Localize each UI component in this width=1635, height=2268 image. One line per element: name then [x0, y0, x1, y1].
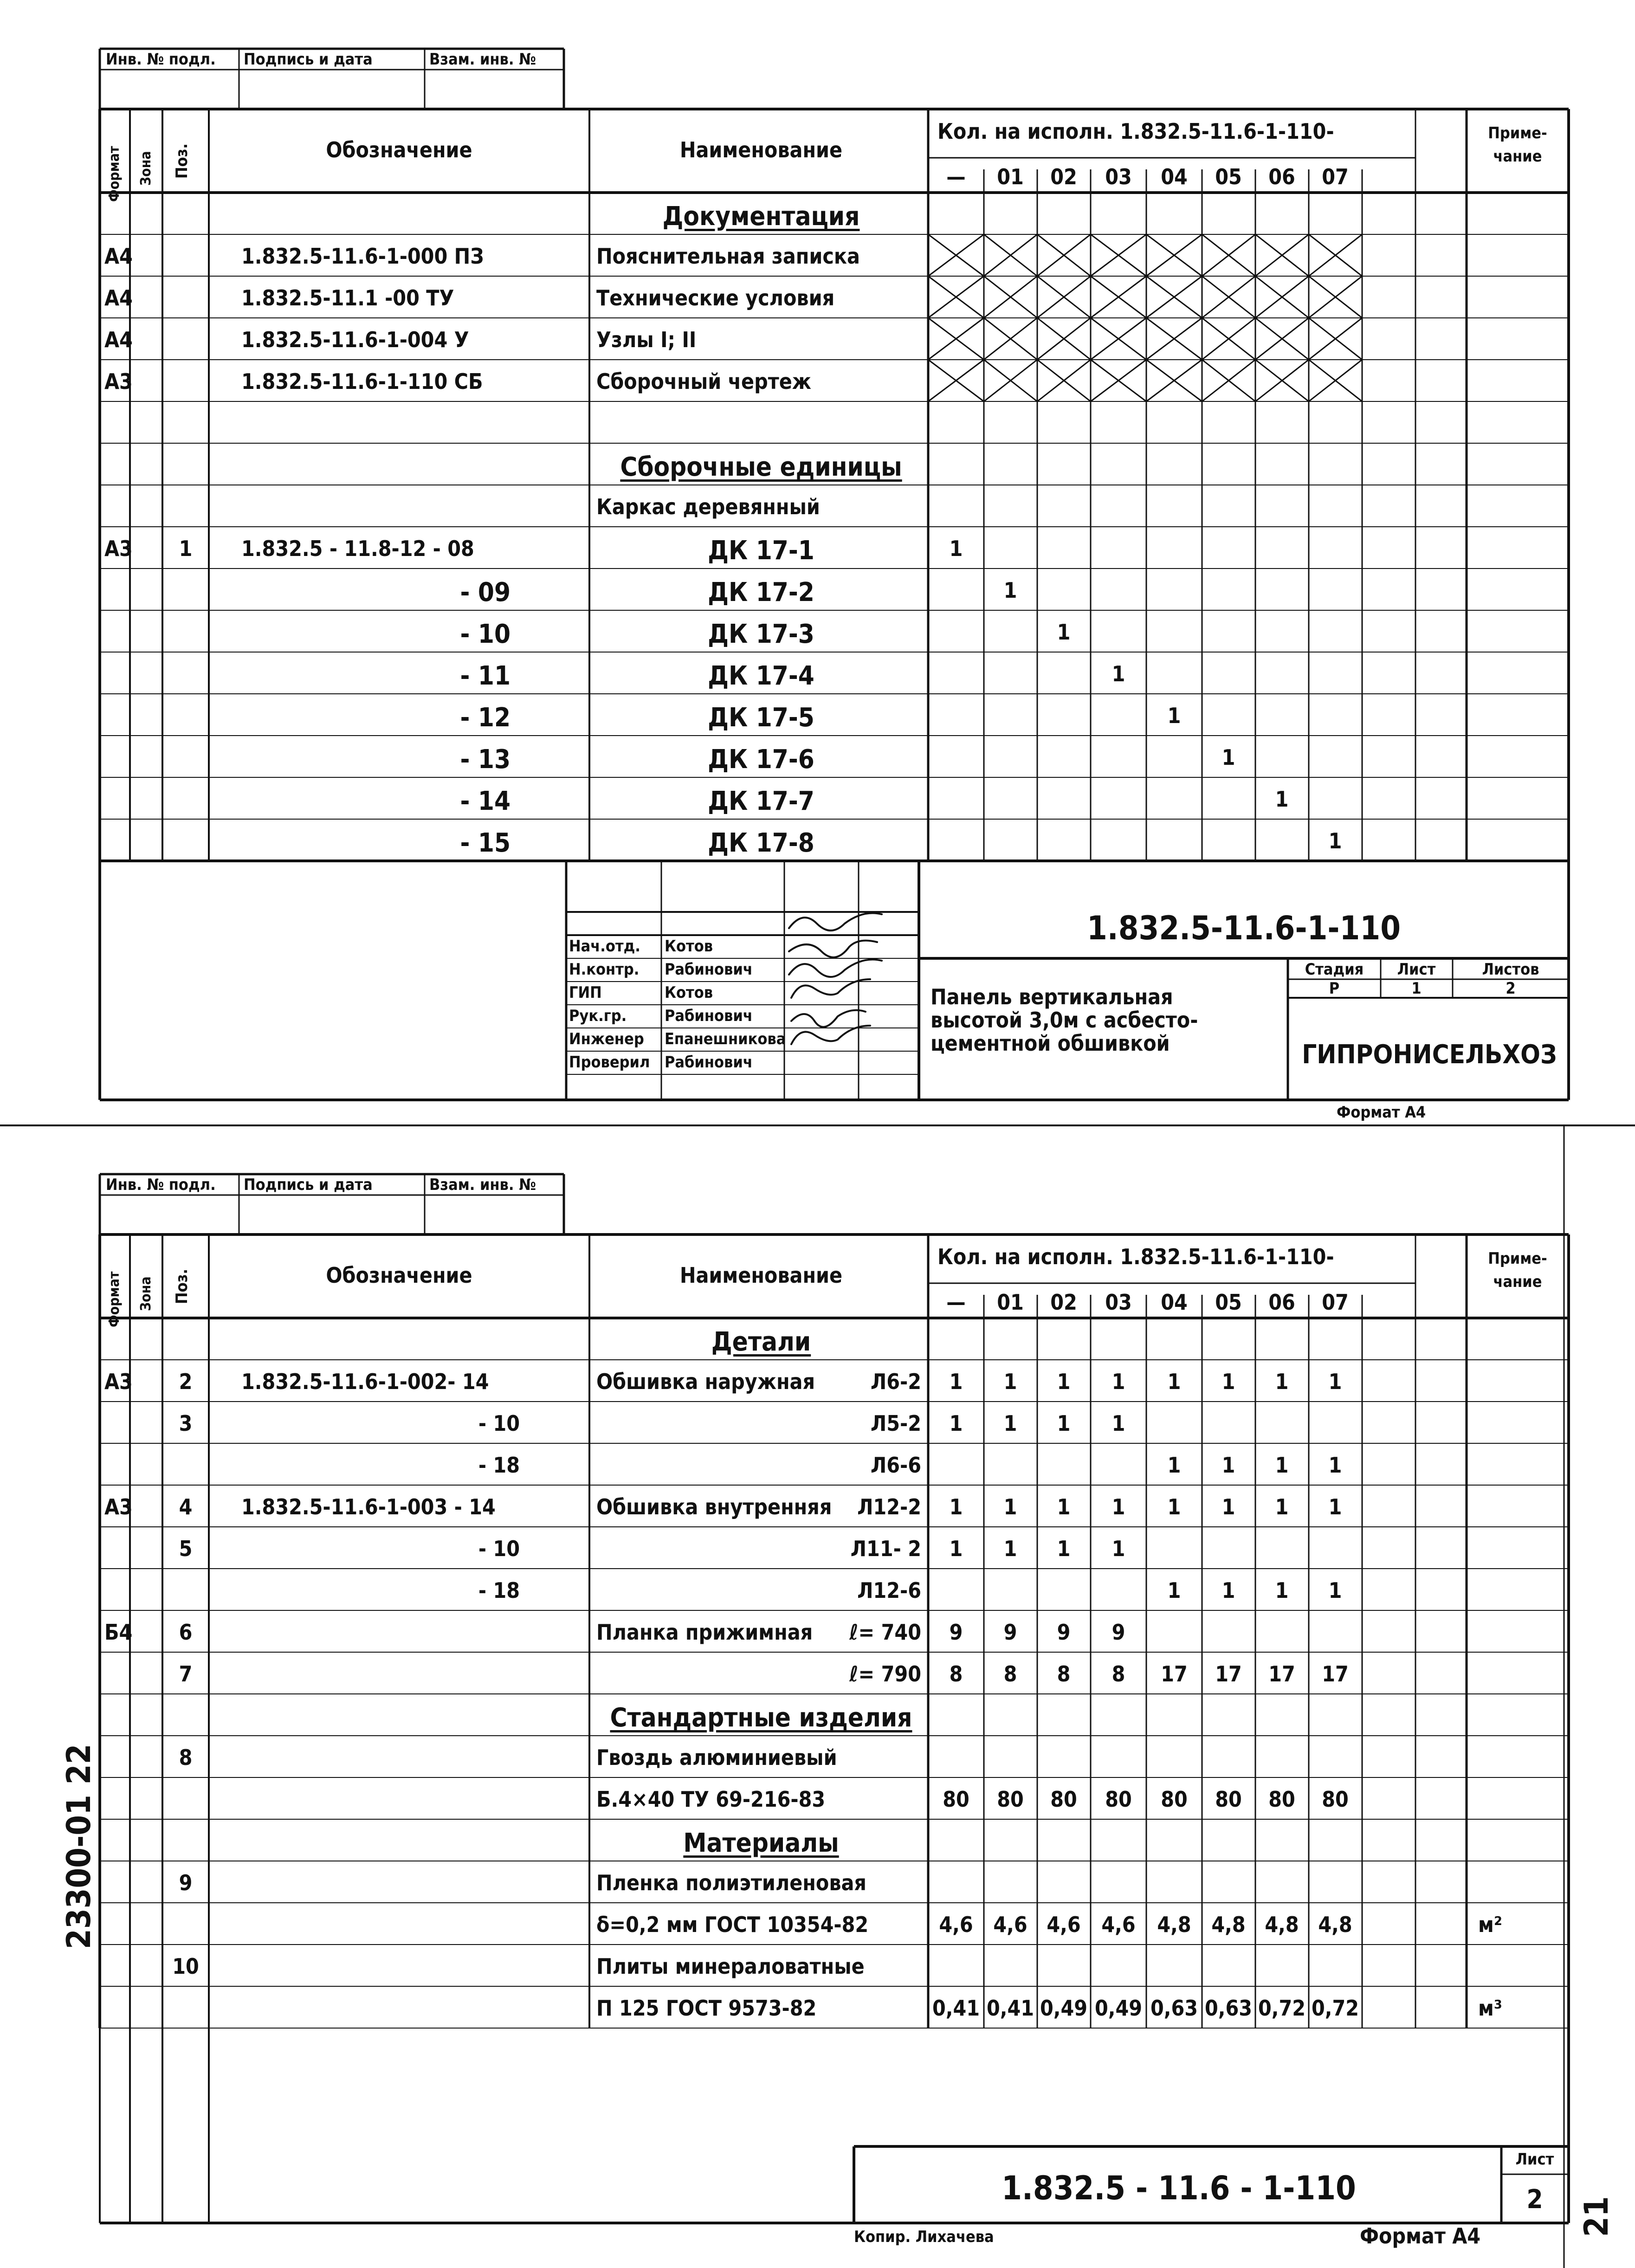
row-qty: 17 [1322, 1661, 1349, 1686]
row-qty: 1 [1275, 1494, 1289, 1519]
row-qty: 4,8 [1157, 1912, 1191, 1937]
row-qty: 0,41 [932, 1996, 980, 2021]
variant-label-7: 07 [1322, 164, 1349, 189]
page2-sheet-label: Лист [1515, 2150, 1554, 2169]
row-qty: 4,6 [939, 1912, 973, 1937]
row-qty: 4,8 [1265, 1912, 1299, 1937]
tb-person: Рабинович [665, 960, 753, 979]
row-subname: Л12-2 [857, 1494, 921, 1519]
row-qty: 1 [1167, 1369, 1181, 1394]
tb-title-line: цементной обшивкой [931, 1031, 1170, 1056]
row-designation: - 18 [478, 1453, 520, 1478]
tb-sheet-label: Лист [1397, 960, 1436, 979]
row-qty: 1 [949, 1494, 963, 1519]
col-format-label: Формат [106, 1271, 123, 1327]
row-note: м³ [1478, 1996, 1502, 2021]
row-designation: - 11 [460, 661, 511, 691]
row-subname: Л5-2 [870, 1411, 921, 1436]
signature-mark [789, 941, 877, 957]
row-qty: 4,6 [993, 1912, 1028, 1937]
row-qty: 1 [1328, 1494, 1342, 1519]
variant-label-0: — [946, 164, 966, 189]
row-qty: 8 [949, 1661, 963, 1686]
row-qty: 80 [1322, 1787, 1349, 1812]
row-format: A4 [104, 285, 133, 310]
row-qty: 1 [1328, 1453, 1342, 1478]
row-designation: - 09 [460, 577, 511, 607]
row-name: Сборочные единицы [620, 452, 902, 482]
row-name: Документация [662, 201, 860, 232]
row-designation: - 10 [478, 1536, 520, 1561]
row-name: Технические условия [596, 285, 835, 310]
row-subname: Л6-6 [870, 1453, 921, 1478]
row-qty: 1 [1328, 1369, 1342, 1394]
row-designation: 1.832.5-11.6-1-002- 14 [241, 1369, 489, 1394]
signature-mark [789, 913, 882, 931]
row-qty: 8 [1057, 1661, 1071, 1686]
row-format: A3 [104, 1494, 133, 1519]
variant-label-0: — [946, 1290, 966, 1315]
row-qty: 1 [1003, 1494, 1017, 1519]
row-name: Гвоздь алюминиевый [596, 1745, 837, 1770]
variant-label-3: 03 [1105, 164, 1132, 189]
row-qty: 1 [1003, 1536, 1017, 1561]
row-format: A4 [104, 244, 133, 269]
row-pos: 7 [179, 1661, 193, 1686]
row-qty: 1 [1003, 578, 1017, 603]
row-designation: 1.832.5-11.6-1-004 У [241, 327, 469, 352]
row-qty: 1 [1167, 1453, 1181, 1478]
row-qty: 1 [949, 1536, 963, 1561]
row-qty: 1 [1275, 1453, 1289, 1478]
row-qty: 1 [1112, 661, 1125, 686]
stamp-replace-label: Взам. инв. № [429, 1176, 536, 1194]
row-qty: 0,41 [986, 1996, 1034, 2021]
row-designation: 1.832.5-11.6-1-110 СБ [241, 369, 483, 394]
row-qty: 9 [1112, 1620, 1125, 1645]
row-qty: 80 [997, 1787, 1024, 1812]
row-name: ДК 17-4 [708, 661, 814, 691]
variant-label-4: 04 [1161, 164, 1188, 189]
row-name: ДК 17-7 [708, 786, 814, 816]
col-format-label: Формат [106, 146, 123, 202]
row-name: ДК 17-2 [708, 577, 814, 607]
stamp-inv-label: Инв. № подл. [106, 50, 216, 69]
row-designation: 1.832.5-11.6-1-000 ПЗ [241, 244, 484, 269]
row-name: Стандартные изделия [610, 1703, 912, 1733]
row-pos: 6 [179, 1620, 193, 1645]
row-pos: 2 [179, 1369, 193, 1394]
row-qty: 1 [1167, 1578, 1181, 1603]
row-name: Каркас деревянный [596, 494, 820, 519]
variant-label-2: 02 [1050, 164, 1077, 189]
col-zone-label: Зона [138, 151, 154, 186]
row-name: Сборочный чертеж [596, 369, 811, 394]
row-qty: 1 [1003, 1411, 1017, 1436]
row-name: Пленка полиэтиленовая [596, 1870, 867, 1895]
row-subname: ℓ= 740 [849, 1620, 921, 1645]
row-subname: Л12-6 [857, 1578, 921, 1603]
row-format: A3 [104, 536, 133, 561]
row-designation: - 12 [460, 703, 511, 733]
variant-label-4: 04 [1161, 1290, 1188, 1315]
row-designation: 1.832.5-11.6-1-003 - 14 [241, 1494, 496, 1519]
title-doc-number: 1.832.5-11.6-1-110 [1086, 909, 1401, 947]
archive-number: 23300-01 22 [60, 1744, 98, 1949]
col-pos-label: Поз. [173, 143, 191, 179]
row-qty: 1 [1057, 620, 1071, 645]
tb-sheets-label: Листов [1482, 960, 1539, 979]
row-qty: 1 [1112, 1536, 1125, 1561]
row-qty: 4,6 [1101, 1912, 1136, 1937]
row-name: ДК 17-6 [708, 744, 814, 775]
variant-label-1: 01 [997, 1290, 1024, 1315]
row-pos: 4 [179, 1494, 193, 1519]
row-subname: Л11- 2 [850, 1536, 921, 1561]
row-designation: 1.832.5 - 11.8-12 - 08 [241, 536, 474, 561]
tb-person: Котов [665, 937, 713, 956]
row-qty: 80 [1215, 1787, 1242, 1812]
row-format: A4 [104, 327, 133, 352]
tb-person: Котов [665, 983, 713, 1002]
row-pos: 1 [179, 536, 193, 561]
row-qty: 8 [1003, 1661, 1017, 1686]
tb-person: Епанешникова [665, 1030, 786, 1048]
row-format: A3 [104, 369, 133, 394]
row-subname: ℓ= 790 [849, 1661, 921, 1686]
row-qty: 80 [943, 1787, 969, 1812]
row-designation: - 10 [460, 619, 511, 649]
row-qty: 1 [1275, 787, 1289, 812]
stamp-inv-label: Инв. № подл. [106, 1176, 216, 1194]
row-qty: 9 [1057, 1620, 1071, 1645]
row-qty: 0,63 [1204, 1996, 1253, 2021]
tb-role: ГИП [569, 983, 602, 1002]
row-pos: 5 [179, 1536, 193, 1561]
col-qty-label: Кол. на исполн. 1.832.5-11.6-1-110- [937, 1244, 1334, 1269]
col-note-label-2: чание [1493, 1273, 1542, 1291]
row-designation: - 10 [478, 1411, 520, 1436]
row-qty: 0,63 [1150, 1996, 1198, 2021]
page2-copied: Копир. Лихачева [854, 2228, 994, 2246]
col-zone-label: Зона [138, 1276, 154, 1311]
col-name-label: Наименование [679, 1263, 843, 1288]
row-pos: 9 [179, 1870, 193, 1895]
row-qty: 17 [1215, 1661, 1242, 1686]
row-format: A3 [104, 1369, 133, 1394]
col-designation-label: Обозначение [326, 137, 472, 162]
row-qty: 0,49 [1094, 1996, 1143, 2021]
variant-label-6: 06 [1268, 164, 1295, 189]
row-pos: 8 [179, 1745, 193, 1770]
row-qty: 1 [1057, 1411, 1071, 1436]
tb-sheet: 1 [1411, 979, 1422, 998]
row-qty: 1 [1112, 1369, 1125, 1394]
row-qty: 80 [1268, 1787, 1295, 1812]
row-name: ДК 17-3 [708, 619, 814, 649]
row-qty: 0,72 [1258, 1996, 1306, 2021]
stamp-sign-label: Подпись и дата [244, 50, 373, 69]
row-name: Б.4×40 ТУ 69-216-83 [596, 1787, 826, 1812]
stamp-replace-label: Взам. инв. № [429, 50, 536, 69]
row-designation: - 14 [460, 786, 511, 816]
col-designation-label: Обозначение [326, 1263, 472, 1288]
col-note-label-2: чание [1493, 147, 1542, 166]
variant-label-5: 05 [1215, 164, 1242, 189]
row-name: Материалы [683, 1828, 839, 1858]
tb-stage-label: Стадия [1305, 960, 1364, 979]
page-number: 21 [1577, 2196, 1616, 2237]
row-qty: 0,49 [1040, 1996, 1088, 2021]
signature-mark [791, 1010, 866, 1027]
tb-role: Инженер [569, 1030, 644, 1048]
row-qty: 80 [1105, 1787, 1132, 1812]
col-note-label-1: Приме- [1488, 124, 1547, 142]
row-designation: - 13 [460, 744, 511, 775]
page2-doc-number: 1.832.5 - 11.6 - 1-110 [1002, 2169, 1356, 2207]
row-name: ДК 17-8 [708, 828, 814, 858]
row-qty: 80 [1050, 1787, 1077, 1812]
row-name: П 125 ГОСТ 9573-82 [596, 1996, 817, 2021]
stamp-sign-label: Подпись и дата [244, 1176, 373, 1194]
row-subname: Л6-2 [870, 1369, 921, 1394]
row-qty: 1 [1275, 1369, 1289, 1394]
tb-title-line: высотой 3,0м с асбесто- [931, 1008, 1198, 1033]
tb-title-line: Панель вертикальная [931, 984, 1173, 1009]
row-qty: 1 [1167, 1494, 1181, 1519]
row-designation: 1.832.5-11.1 -00 ТУ [241, 285, 454, 310]
row-qty: 4,6 [1047, 1912, 1081, 1937]
page1-format: Формат А4 [1337, 1103, 1426, 1122]
row-qty: 1 [1221, 1578, 1235, 1603]
tb-role: Проверил [569, 1053, 650, 1072]
row-qty: 1 [1328, 1578, 1342, 1603]
row-qty: 9 [1003, 1620, 1017, 1645]
row-name: Пояснительная записка [596, 244, 860, 269]
row-name: δ=0,2 мм ГОСТ 10354-82 [596, 1912, 869, 1937]
col-qty-label: Кол. на исполн. 1.832.5-11.6-1-110- [937, 119, 1334, 144]
row-qty: 17 [1161, 1661, 1188, 1686]
row-qty: 1 [1221, 1453, 1235, 1478]
tb-role: Н.контр. [569, 960, 640, 979]
row-qty: 1 [1057, 1536, 1071, 1561]
variant-label-5: 05 [1215, 1290, 1242, 1315]
row-name: ДК 17-1 [708, 536, 814, 566]
row-pos: 3 [179, 1411, 193, 1436]
row-qty: 1 [1057, 1369, 1071, 1394]
row-qty: 1 [1221, 745, 1235, 770]
row-qty: 1 [1112, 1494, 1125, 1519]
variant-label-3: 03 [1105, 1290, 1132, 1315]
tb-person: Рабинович [665, 1007, 753, 1025]
row-pos: 10 [172, 1954, 199, 1979]
tb-role: Нач.отд. [569, 937, 640, 956]
page2-sheet: 2 [1526, 2184, 1543, 2215]
row-qty: 1 [1057, 1494, 1071, 1519]
tb-stage: Р [1329, 979, 1340, 998]
row-name: Детали [711, 1327, 811, 1357]
row-name: Планка прижимная [596, 1620, 813, 1645]
row-name: ДК 17-5 [708, 703, 814, 733]
row-note: м² [1478, 1912, 1502, 1937]
page2-format: Формат А4 [1360, 2223, 1481, 2249]
variant-label-1: 01 [997, 164, 1024, 189]
row-name: Плиты минераловатные [596, 1954, 865, 1979]
signature-mark [789, 960, 882, 977]
row-qty: 1 [1275, 1578, 1289, 1603]
row-qty: 4,8 [1211, 1912, 1246, 1937]
variant-label-7: 07 [1322, 1290, 1349, 1315]
row-name: Обшивка внутренняя [596, 1494, 832, 1519]
row-qty: 1 [949, 1369, 963, 1394]
col-note-label-1: Приме- [1488, 1249, 1547, 1268]
variant-label-6: 06 [1268, 1290, 1295, 1315]
tb-role: Рук.гр. [569, 1007, 627, 1025]
row-designation: - 18 [478, 1578, 520, 1603]
row-qty: 4,8 [1318, 1912, 1352, 1937]
row-qty: 9 [949, 1620, 963, 1645]
row-qty: 1 [1328, 828, 1342, 853]
col-pos-label: Поз. [173, 1268, 191, 1304]
row-qty: 17 [1268, 1661, 1295, 1686]
tb-org: ГИПРОНИСЕЛЬХОЗ [1302, 1040, 1557, 1070]
col-name-label: Наименование [679, 137, 843, 162]
variant-label-2: 02 [1050, 1290, 1077, 1315]
tb-sheets: 2 [1506, 979, 1516, 998]
row-qty: 1 [949, 1411, 963, 1436]
row-designation: - 15 [460, 828, 511, 858]
row-qty: 0,72 [1311, 1996, 1359, 2021]
row-qty: 1 [1221, 1494, 1235, 1519]
row-qty: 1 [1167, 703, 1181, 728]
row-qty: 1 [1112, 1411, 1125, 1436]
row-qty: 1 [1003, 1369, 1017, 1394]
row-qty: 1 [1221, 1369, 1235, 1394]
tb-person: Рабинович [665, 1053, 753, 1072]
row-name: Обшивка наружная [596, 1369, 815, 1394]
row-qty: 8 [1112, 1661, 1125, 1686]
row-format: Б4 [104, 1620, 133, 1645]
row-name: Узлы I; II [596, 327, 697, 352]
row-qty: 80 [1161, 1787, 1188, 1812]
row-qty: 1 [949, 536, 963, 561]
